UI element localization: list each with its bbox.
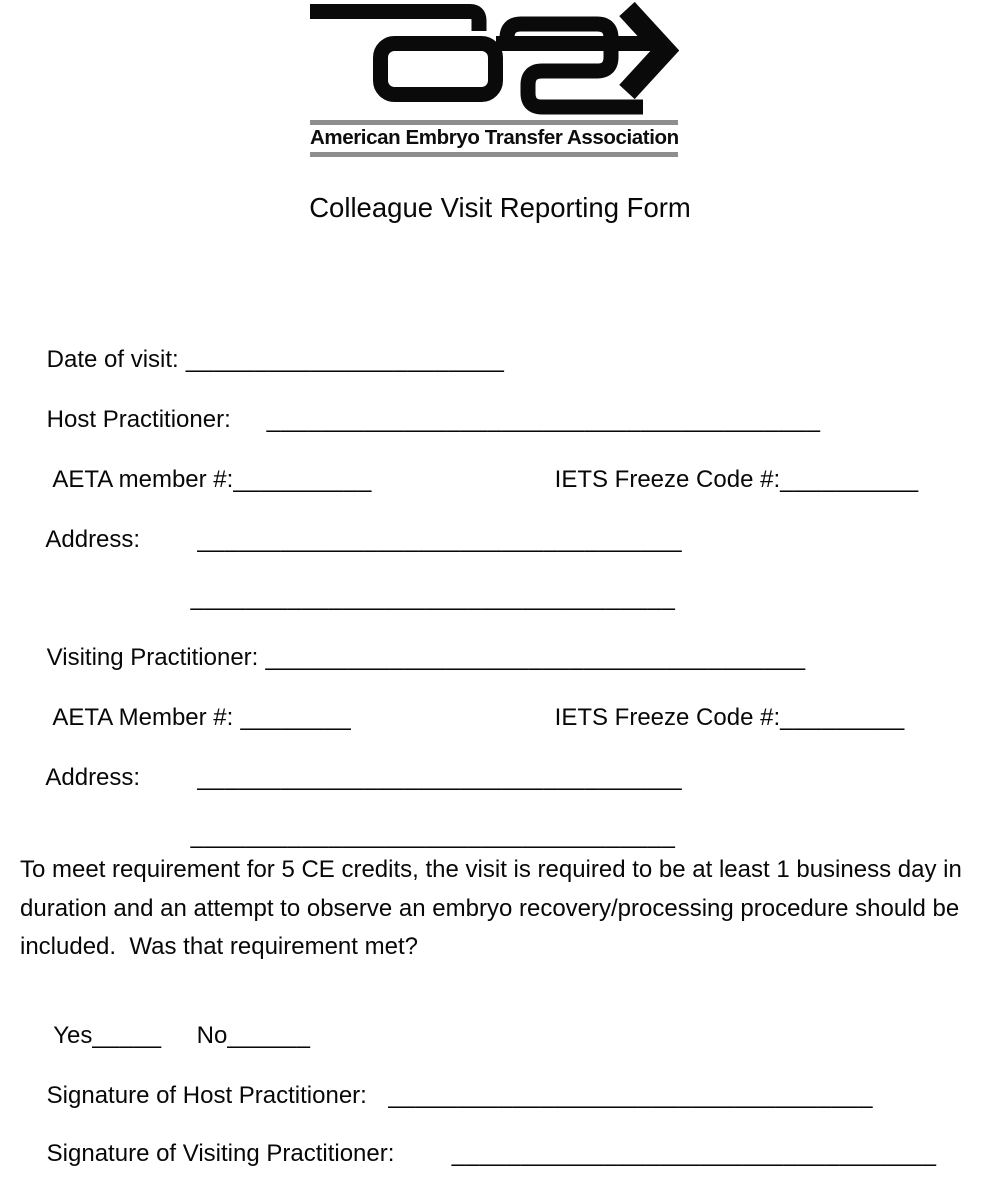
host-address-blank-line2: ___________________________________ xyxy=(190,584,676,611)
host-practitioner-blank: ________________________________________ xyxy=(230,406,821,433)
signature-visiting-blank: ___________________________________ xyxy=(394,1140,937,1167)
page-title: Colleague Visit Reporting Form xyxy=(309,192,691,223)
visiting-practitioner-blank: _______________________________________ xyxy=(258,644,806,671)
visiting-practitioner-label: Visiting Practitioner: xyxy=(46,644,259,671)
visiting-iets-code-blank: _________ xyxy=(780,704,905,731)
no-blank: ______ xyxy=(227,1022,311,1049)
host-practitioner-label: Host Practitioner: xyxy=(46,406,231,433)
yes-label: Yes xyxy=(53,1022,93,1049)
ce-requirement-paragraph: To meet requirement for 5 CE credits, the visit is required to be at least 1 business day in duration and an attempt to observe an embryo recovery/processing procedure should be included. Was that requirement met? xyxy=(20,856,969,961)
signature-host-blank: ___________________________________ xyxy=(366,1082,873,1109)
visiting-aeta-member-blank: ________ xyxy=(233,704,352,731)
logo-org-name: American Embryo Transfer Association xyxy=(310,126,679,149)
visiting-iets-code-label: IETS Freeze Code #: xyxy=(554,704,781,731)
logo-a-bowl xyxy=(381,44,496,95)
visiting-address-label: Address: xyxy=(45,764,141,791)
signature-visiting-label: Signature of Visiting Practitioner: xyxy=(46,1140,395,1167)
visiting-address-blank-line2: ___________________________________ xyxy=(190,822,676,849)
visiting-aeta-member-label: AETA Member #: xyxy=(52,704,234,731)
signature-host-label: Signature of Host Practitioner: xyxy=(46,1082,367,1109)
logo-rule-bottom xyxy=(310,152,678,157)
host-iets-code-label: IETS Freeze Code #: xyxy=(554,466,781,493)
date-of-visit-label: Date of visit: xyxy=(46,346,179,373)
visiting-address-blank-line1: ___________________________________ xyxy=(140,764,683,791)
host-address-blank-line1: ___________________________________ xyxy=(140,526,683,553)
host-address-label: Address: xyxy=(45,526,141,553)
signature-visiting-row xyxy=(20,1109,936,1199)
date-of-visit-blank: _______________________ xyxy=(178,346,505,373)
yes-blank: _____ xyxy=(92,1022,162,1049)
no-label: No xyxy=(196,1022,228,1049)
logo-a-top-bar xyxy=(310,12,479,32)
host-iets-code-blank: __________ xyxy=(780,466,919,493)
aeta-chain-arrow-logo xyxy=(310,4,682,118)
host-aeta-member-label: AETA member #: xyxy=(52,466,234,493)
host-aeta-member-blank: __________ xyxy=(233,466,372,493)
